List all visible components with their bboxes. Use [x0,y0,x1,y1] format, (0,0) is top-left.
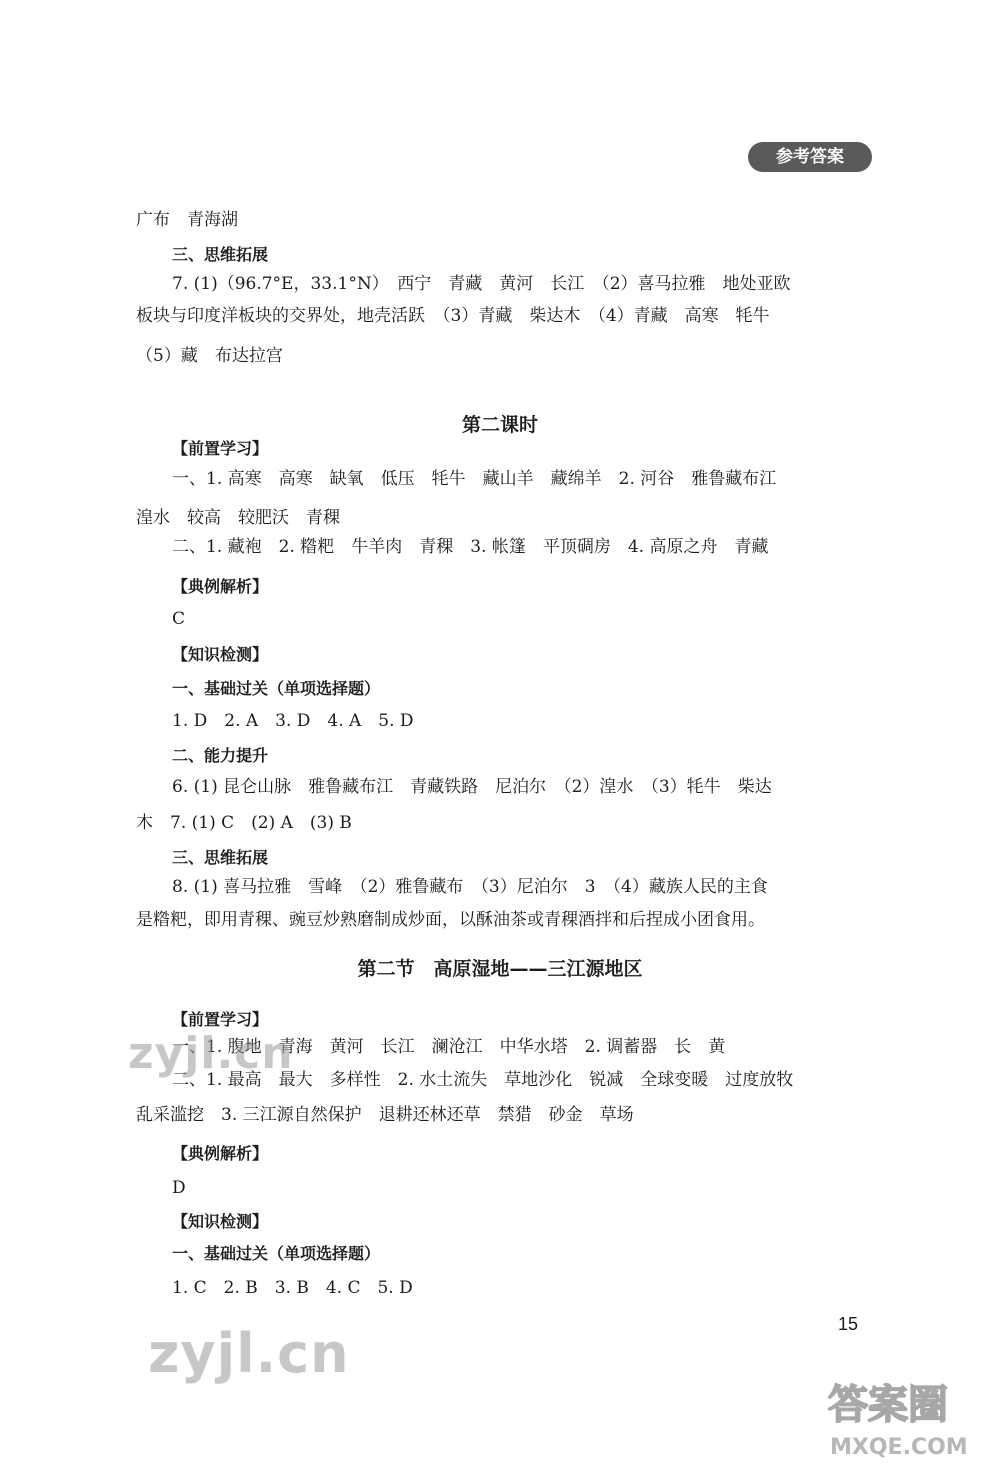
text-line: 湟水 较高 较肥沃 青稞 [136,508,340,528]
text-line: 是糌粑，即用青稞、豌豆炒熟磨制成炒面，以酥油茶或青稞酒拌和后捏成小团食用。 [136,910,765,930]
bracket-label: 【前置学习】 [172,439,269,458]
text-line: 二、1. 藏袍 2. 糌粑 牛羊肉 青稞 3. 帐篷 平顶碉房 4. 高原之舟 青藏 [172,537,769,557]
text-line: 木 7. (1) C (2) A (3) B [136,813,352,833]
text-line: 1. C 2. B 3. B 4. C 5. D [172,1278,413,1298]
bracket-label: 【知识检测】 [172,645,269,664]
bracket-label: 【知识检测】 [172,1212,269,1231]
subheading: 一、基础过关（单项选择题） [172,1244,381,1263]
logo-graphic [820,1368,995,1463]
text-line: 乱采滥挖 3. 三江源自然保护 退耕还林还草 禁猎 砂金 草场 [136,1105,634,1125]
site-logo [820,1368,995,1463]
bracket-label: 【典例解析】 [172,577,269,596]
section-heading: 第二课时 [461,414,538,436]
watermark-text: zyjl.cn [128,1028,294,1079]
subheading: 一、基础过关（单项选择题） [172,679,381,698]
text-line: 一、1. 高寒 高寒 缺氧 低压 牦牛 藏山羊 藏绵羊 2. 河谷 雅鲁藏布江 [172,469,777,489]
subheading: 三、思维拓展 [172,848,269,867]
watermark-text: zyjl.cn [148,1322,350,1385]
section-heading: 第二节 高原湿地——三江源地区 [357,958,643,980]
subheading: 三、思维拓展 [172,245,269,264]
bracket-label: 【前置学习】 [172,1010,269,1029]
text-line: 8. (1) 喜马拉雅 雪峰 （2）雅鲁藏布 （3）尼泊尔 3 （4）藏族人民的主食 [172,877,768,897]
text-line: （5）藏 布达拉宫 [136,346,283,366]
text-line: D [172,1178,186,1198]
text-line: 广布 青海湖 [136,210,238,230]
subheading: 二、能力提升 [172,746,269,765]
text-line: 一、1. 腹地 青海 黄河 长江 澜沧江 中华水塔 2. 调蓄器 长 黄 [172,1037,726,1057]
text-line: 6. (1) 昆仑山脉 雅鲁藏布江 青藏铁路 尼泊尔 （2）湟水 （3）牦牛 柴达 [172,777,772,797]
text-line: 7. (1)（96.7°E，33.1°N） 西宁 青藏 黄河 长江 （2）喜马拉雅 地处亚欧 [172,274,791,294]
logo-title: 答案圈 [828,1382,948,1428]
bracket-label: 【典例解析】 [172,1144,269,1163]
text-line: C [172,609,186,629]
logo-domain: MXQE.COM [830,1435,968,1460]
text-line: 板块与印度洋板块的交界处，地壳活跃 （3）青藏 柴达木 （4）青藏 高寒 牦牛 [136,306,770,326]
section-tab: 参考答案 [748,142,872,172]
text-line: 1. D 2. A 3. D 4. A 5. D [172,711,414,731]
text-line: 二、1. 最高 最大 多样性 2. 水土流失 草地沙化 锐减 全球变暖 过度放牧 [172,1070,794,1090]
page-number: 15 [838,1314,859,1334]
